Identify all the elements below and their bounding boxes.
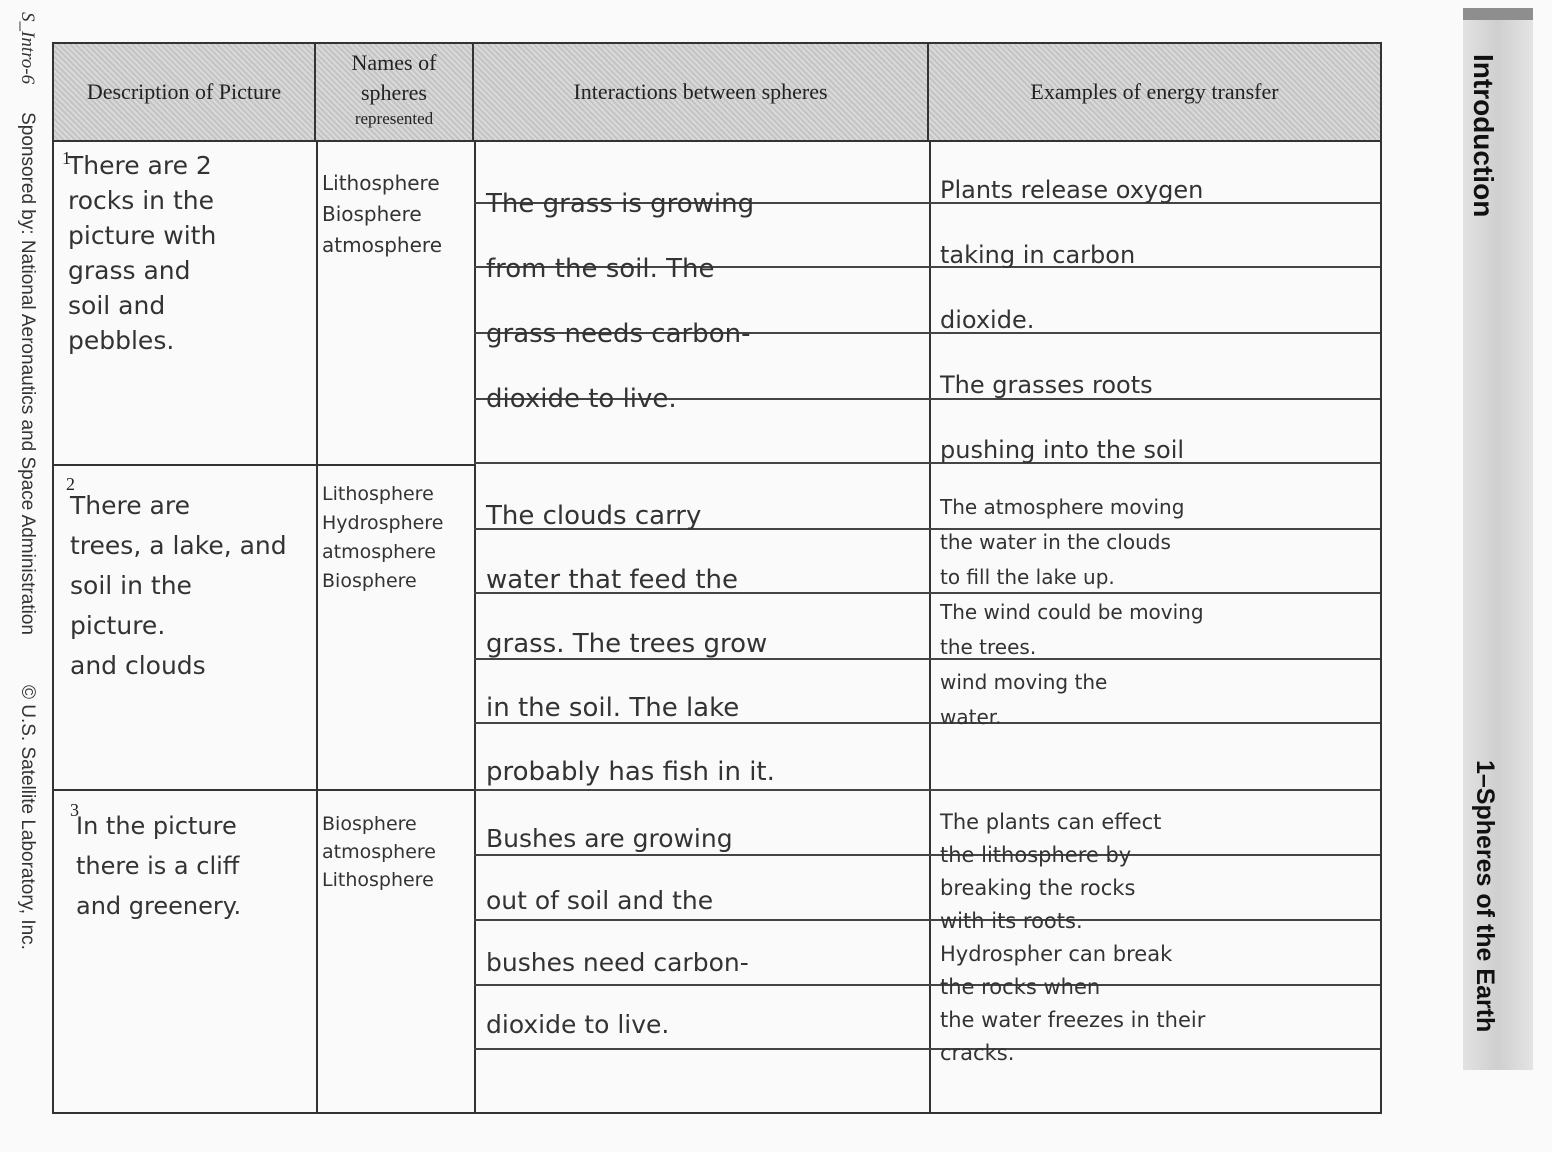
row-description: There are trees, a lake, and soil in the picture. and clouds [70,491,287,680]
header-description-label: Description of Picture [86,79,282,104]
row-energy: The plants can effect the lithosphere by breaking the rocks with its roots. Hydrospher can break the rocks when the water freezes in their cracks. [940,810,1206,1065]
margin-text [16,12,38,950]
row-energy: Plants release oxygen taking in carbon dioxide. The grasses roots pushing into the soil [940,176,1204,464]
column-divider [474,140,476,1114]
row-interactions: The clouds carry water that feed the grass. The trees grow in the soil. The lake probably has fish in it. [486,501,775,787]
row-divider [54,789,476,791]
row-description: In the picture there is a cliff and greenery. [76,812,242,920]
column-divider [316,140,318,1114]
header-interactions-label: Interactions between spheres [573,79,828,104]
sponsor-text: Sponsored by: National Aeronautics and Space Administration [17,112,38,635]
left-margin [4,12,40,1152]
table-header [54,44,1380,142]
row-number: 3 [70,800,79,820]
header-spheres [316,44,474,140]
row-number: 1 [62,148,71,168]
row-interactions: Bushes are growing out of soil and the bushes need carbon- dioxide to live. [486,824,749,1039]
page-code: S_Intro-6 [17,12,38,85]
row-spheres: Biosphere atmosphere Lithosphere [322,813,436,891]
header-spheres-line3: represented [354,109,434,128]
unit-title: 1–Spheres of the Earth [1471,760,1499,1033]
header-spheres-line2: spheres [361,80,427,105]
section-title: Introduction [1468,54,1499,218]
row-divider [54,464,476,466]
section-sidebar [1463,8,1552,1152]
header-spheres-line1: Names of [351,50,437,75]
row-description: There are 2 rocks in the picture with grass and soil and pebbles. [68,151,217,355]
copyright-text: © U.S. Satellite Laboratory, Inc. [17,684,38,950]
worksheet-table [52,42,1382,1114]
column-divider [929,140,931,1114]
row-energy: The atmosphere moving the water in the clouds to fill the lake up. The wind could be moving the trees. wind moving the water. [940,495,1204,729]
row-number: 2 [66,474,75,494]
header-description [54,44,316,140]
row-spheres: Lithosphere Hydrosphere atmosphere Biosphere [322,483,444,592]
header-interactions [474,44,929,140]
header-energy-label: Examples of energy transfer [1030,79,1279,104]
row-interactions: The grass is growing from the soil. The grass needs carbon- dioxide to live. [486,189,755,414]
header-energy [929,44,1380,140]
row-spheres: Lithosphere Biosphere atmosphere [322,171,442,257]
